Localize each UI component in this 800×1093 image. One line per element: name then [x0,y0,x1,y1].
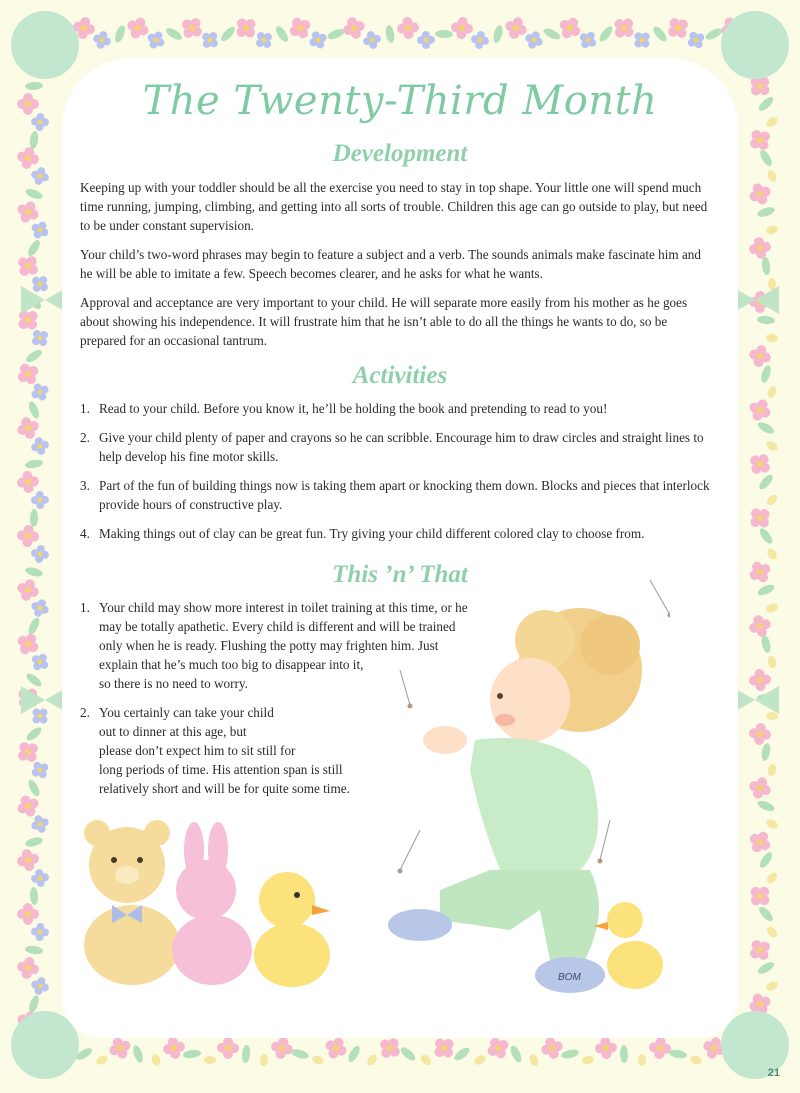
activity-item [80,476,720,514]
shoe-text: BOM [558,972,581,983]
development-paragraph-1: Keeping up with your toddler should be all the exercise you need to stay in top shape. Your little one will spend much time running, jumping, climbing, and getting into all sorts of trouble. Children this age can go outside to play, but need to be under constant supervision. [80,180,708,233]
list-item-text: Part of the fun of building things now is taking them apart or knocking them down. Blocks and pieces that interlock provide hours of constructive play. [99,478,710,512]
tip-line: relatively short and will be for quite some time. [99,781,350,796]
page-title: The Twenty-Third Month [142,78,658,124]
tip-line: You certainly can take your child [99,705,274,720]
bunny-icon [172,822,252,985]
activity-item [80,399,720,418]
teddy-bear-icon [84,820,180,985]
tip-line: long periods of time. His attention span is still [99,762,343,777]
tip-line: out to dinner at this age, but [99,724,247,739]
list-number: 4. [80,526,90,541]
list-number: 3. [80,478,90,493]
list-number: 2. [80,430,90,445]
toddler-illustration [380,570,670,1020]
tip-line: only when he is ready. Flushing the potty may frighten him. Just [99,638,439,653]
development-paragraph-3: Approval and acceptance are very important to your child. He will separate more easily from his mother as he goes about showing his independence. It will frustrate him that he isn’t able to do all the things he wants to do, so be prepared for an occasional tantrum. [80,295,688,348]
activity-item [80,428,720,466]
tip-line: may be totally apathetic. Every child is different and will be trained [99,619,456,634]
this-n-that-heading: This ’n’ That [332,561,468,588]
tip-line: so there is no need to worry. [99,676,248,691]
tip-line: explain that he’s much too big to disappear into it, [99,657,364,672]
list-item-text: Give your child plenty of paper and crayons so he can scribble. Encourage him to draw circles and straight lines to help develop his fine motor skills. [99,430,704,464]
tip-line: Your child may show more interest in toilet training at this time, or he [99,600,468,615]
tip-line: please don’t expect him to sit still for [99,743,296,758]
duckling-icon [254,872,330,987]
list-number: 1. [80,600,90,615]
list-item-text: Making things out of clay can be great fun. Try giving your child different colored clay to choose from. [99,526,645,541]
list-number: 2. [80,705,90,720]
page-number: 21 [767,1067,780,1079]
development-heading: Development [332,140,468,167]
activities-heading: Activities [352,362,448,389]
development-body [80,178,715,350]
activity-item [80,524,720,543]
development-paragraph-2: Your child’s two-word phrases may begin to feature a subject and a verb. The sounds animals make fascinate him and he will be able to imitate a few. Speech becomes clearer, and he asks for what he wants. [80,247,701,281]
toys-illustration [72,815,342,1015]
list-item-text: Read to your child. Before you know it, he’ll be holding the book and pretending to read to you! [99,401,608,416]
list-number: 1. [80,401,90,416]
activities-list [80,399,720,543]
